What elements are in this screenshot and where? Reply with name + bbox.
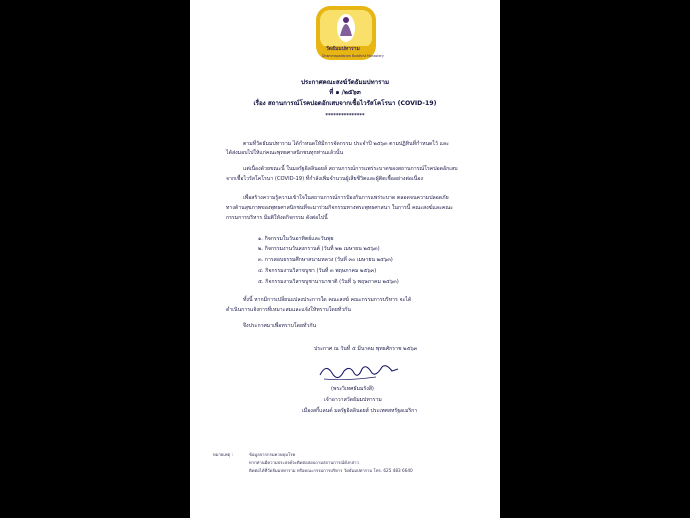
- logo-text-thai: วัดธัมมปทาราม: [326, 46, 360, 52]
- paragraph-1-line-1: ตามที่วัดธัมมปทาราม ได้กำหนดให้มีการจัดกรรม ประจำปี ๒๕๖๓ ตามปฏิทินที่กำหนดไว้ และ: [243, 141, 449, 147]
- signer-name: (พระวิเทศธัมมรังสี): [331, 386, 374, 392]
- list-item: ๓. การสอบธรรมศึกษาสนามหลวง (วันที่ ๓๐ เมษายน ๒๕๖๓): [258, 257, 393, 263]
- footnote-line-3: ติดต่อได้ที่วัดธัมมปทาราม หรือคณะกรรมการบริหาร วัดธัมมปทาราม โทร. 625 483 6640: [249, 468, 413, 473]
- footnote-line-1: ข้อมูลจากกรมควบคุมโรค: [249, 452, 296, 457]
- paragraph-3-line-1: เพื่อสร้างความรู้ความเข้าใจในสถานการณ์การป้องกันการแพร่ระบาด ตลอดจนความปลอดภัย: [243, 195, 449, 201]
- footnote-label: หมายเหตุ :: [213, 452, 233, 457]
- list-item: ๒. กิจกรรมงานวันสงกรานต์ (วันที่ ๒๒ เมษายน ๒๕๖๓): [258, 246, 380, 252]
- paragraph-2-line-2: จากเชื้อไวรัสโคโรนา (COVID-19) ที่กำลังเพิ่มจำนวนผู้เสียชีวิตและผู้ติดเชื้ออย่างต่อเนื่อง: [226, 176, 423, 182]
- list-item: ๕. กิจกรรมงานวิสาขบูชานานาชาติ (วันที่ ๖ พฤษภาคม ๒๕๖๓): [258, 279, 399, 285]
- footnote-line-2: หากท่านมีความประสงค์จะติดต่อสอบถามสถานการณ์ดังกล่าว: [249, 460, 359, 465]
- date-line: ประกาศ ณ วันที่ ๕ มีนาคม พุทธศักราช ๒๕๖๓: [314, 346, 418, 352]
- signer-position: เจ้าอาวาสวัดธัมมปทาราม: [324, 397, 382, 403]
- paragraph-4-line-1: ทั้งนี้ หากมีการเปลี่ยนแปลงประการใด คณะสงฆ์ คณะกรรมการบริหาร จะได้: [243, 297, 412, 303]
- handwritten-signature: [316, 359, 402, 387]
- signer-location: เมืองสกี้แลนด์ มลรัฐอิลลินอยส์ ประเทศสหรัฐอเมริกา: [302, 408, 418, 414]
- announcement-title: ประกาศคณะสงฆ์วัดธัมมปทาราม: [300, 79, 390, 86]
- announcement-number: ที่ ๑ /๒๕๖๓: [329, 89, 361, 96]
- subject-rule: ***************: [325, 113, 365, 119]
- logo-text-english: Dhammapadaram Buddhist Monastery: [322, 54, 384, 58]
- temple-logo: [310, 4, 382, 62]
- list-item: ๔. กิจกรรมงานวิสาขบูชา (วันที่ ๓ พฤษภาคม ๒๕๖๓): [258, 268, 377, 274]
- paragraph-4-line-2: ดำเนินการแจ้งการที่เหมาะสมและแจ้งให้ทราบโดยทั่วกัน: [226, 307, 351, 313]
- paragraph-3-line-2: ทางด้านสุขภาพของพุทธศาสนิกชนที่จะมาร่วมกิจกรรมทางพระพุทธศาสนา ในการนี้ คณะสงฆ์และคณะ: [226, 205, 453, 211]
- paragraph-2-line-1: แต่เนื่องด้วยขณะนี้ ในมลรัฐอิลลินอยส์ สถานการณ์การแพร่ระบาดของสถานการณ์โรคปอดอักเสบ: [243, 166, 458, 172]
- announcement-subject: เรื่อง สถานการณ์โรคปอดอักเสบจากเชื้อไวรัสโคโรนา (COVID-19): [253, 100, 437, 107]
- list-item: ๑. กิจกรรมในวันอาทิตย์และวันพุธ: [258, 236, 334, 242]
- paragraph-1-line-2: ได้ส่งมอบไปให้แก่คณะพุทธศาสนิกชนทุกท่านแล้วนั้น: [226, 150, 344, 156]
- document-page: [190, 0, 500, 518]
- closing-line: จึงประกาศมาเพื่อทราบโดยทั่วกัน: [243, 323, 317, 329]
- paragraph-3-line-3: กรรมการบริหาร มีมติให้งดกิจกรรม ดังต่อไปนี้: [226, 215, 328, 221]
